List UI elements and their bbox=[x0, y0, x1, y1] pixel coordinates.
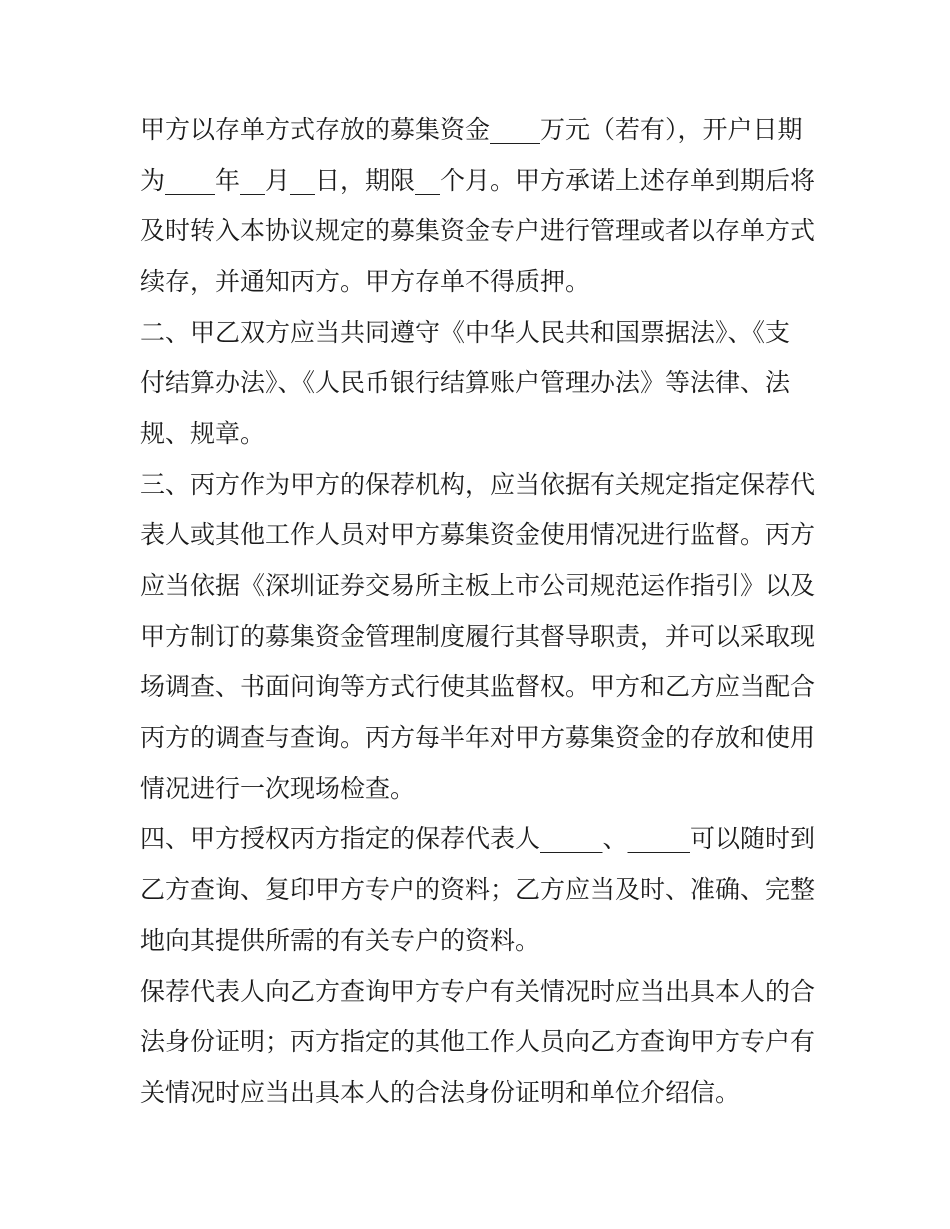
text-line: 为____年__月__日，期限__个月。甲方承诺上述存单到期后将 bbox=[140, 166, 816, 195]
text-line: 表人或其他工作人员对甲方募集资金使用情况进行监督。丙方 bbox=[140, 520, 816, 549]
text-line: 乙方查询、复印甲方专户的资料；乙方应当及时、准确、完整 bbox=[140, 875, 816, 904]
text-line: 规、规章。 bbox=[140, 419, 266, 448]
text-line: 情况进行一次现场检查。 bbox=[140, 774, 416, 803]
text-line: 法身份证明；丙方指定的其他工作人员向乙方查询甲方专户有 bbox=[140, 1027, 816, 1056]
text-line: 关情况时应当出具本人的合法身份证明和单位介绍信。 bbox=[140, 1078, 741, 1107]
text-line: 二、甲乙双方应当共同遵守《中华人民共和国票据法》、《支 bbox=[140, 318, 791, 347]
text-line: 保荐代表人向乙方查询甲方专户有关情况时应当出具本人的合 bbox=[140, 977, 816, 1006]
text-line: 应当依据《深圳证券交易所主板上市公司规范运作指引》以及 bbox=[140, 571, 816, 600]
text-line: 续存，并通知丙方。甲方存单不得质押。 bbox=[140, 267, 591, 296]
text-line: 四、甲方授权丙方指定的保荐代表人_____、_____可以随时到 bbox=[140, 824, 816, 853]
text-line: 丙方的调查与查询。丙方每半年对甲方募集资金的存放和使用 bbox=[140, 723, 816, 752]
text-line: 付结算办法》、《人民币银行结算账户管理办法》等法律、法 bbox=[140, 368, 791, 397]
text-line: 地向其提供所需的有关专户的资料。 bbox=[140, 926, 541, 955]
text-line: 三、丙方作为甲方的保荐机构，应当依据有关规定指定保荐代 bbox=[140, 470, 816, 499]
text-line: 甲方制订的募集资金管理制度履行其督导职责，并可以采取现 bbox=[140, 622, 816, 651]
text-line: 及时转入本协议规定的募集资金专户进行管理或者以存单方式 bbox=[140, 216, 816, 245]
text-line: 场调查、书面问询等方式行使其监督权。甲方和乙方应当配合 bbox=[140, 672, 816, 701]
text-line: 甲方以存单方式存放的募集资金____万元（若有），开户日期 bbox=[140, 115, 803, 144]
